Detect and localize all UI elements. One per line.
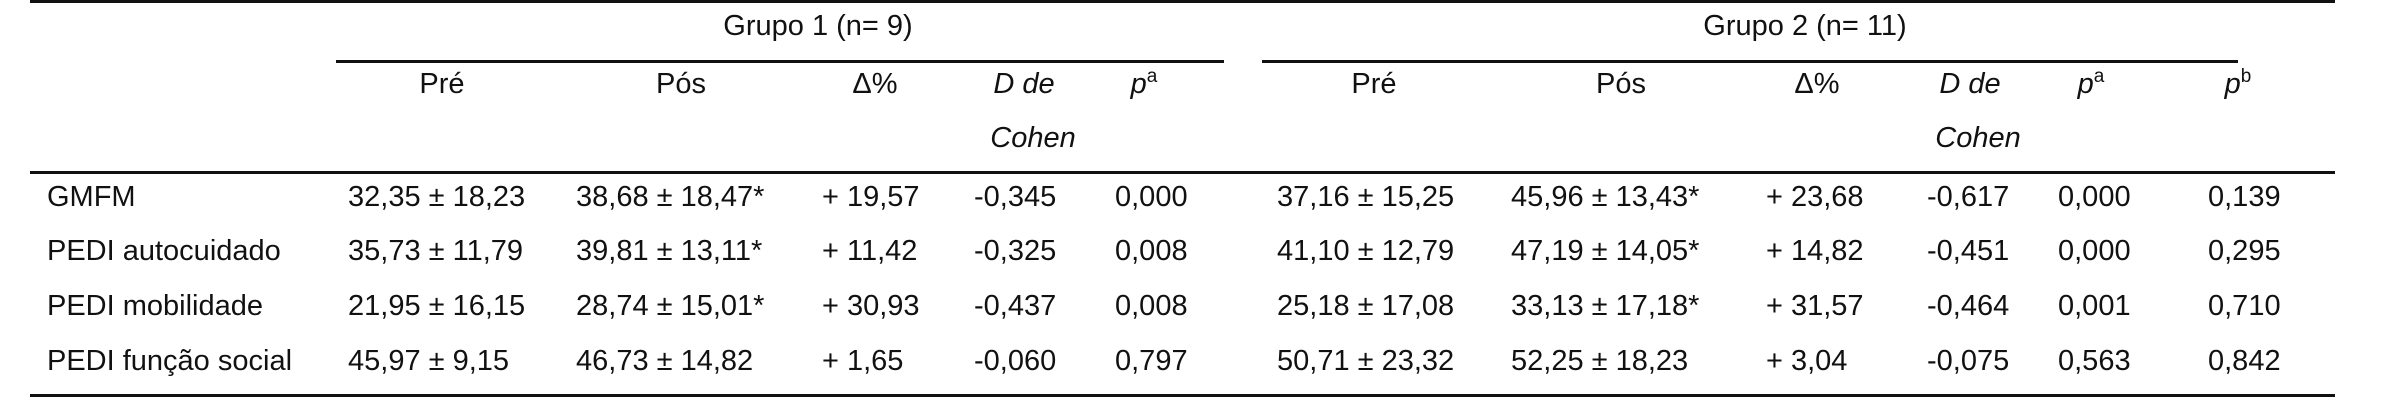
- table-bottom-rule: [30, 394, 2335, 397]
- table-cell: 0,842: [2208, 345, 2281, 377]
- table-cell: -0,437: [974, 290, 1057, 322]
- table-cell: 45,97 ± 9,15: [348, 345, 510, 377]
- g1-header-delta: Δ%: [852, 68, 898, 100]
- table-cell: 35,73 ± 11,79: [348, 235, 524, 267]
- table-cell: -0,325: [974, 235, 1057, 267]
- table-cell: 32,35 ± 18,23: [348, 181, 526, 213]
- table-cell: 25,18 ± 17,08: [1277, 290, 1455, 322]
- g2-header-d-line2: Cohen: [1935, 122, 2021, 154]
- g1-header-d-line2: Cohen: [990, 122, 1076, 154]
- table-cell: 38,68 ± 18,47*: [576, 181, 765, 213]
- table-cell: + 3,04: [1766, 345, 1848, 377]
- table-cell: 37,16 ± 15,25: [1277, 181, 1455, 213]
- table-cell: 0,000: [1115, 181, 1188, 213]
- table-cell: 45,96 ± 13,43*: [1511, 181, 1700, 213]
- table-cell: -0,060: [974, 345, 1057, 377]
- row-label: PEDI autocuidado: [47, 235, 281, 267]
- table-cell: + 1,65: [822, 345, 904, 377]
- table-cell: + 30,93: [822, 290, 920, 322]
- g1-header-d-line1: D de: [993, 68, 1055, 100]
- table-cell: -0,617: [1927, 181, 2010, 213]
- table-cell: 47,19 ± 14,05*: [1511, 235, 1700, 267]
- group2-underline: [1262, 60, 2238, 63]
- table-cell: 0,295: [2208, 235, 2281, 267]
- row-label: PEDI mobilidade: [47, 290, 263, 322]
- row-label: GMFM: [47, 181, 136, 213]
- header-p-b: $p^b$: [2224, 66, 2252, 100]
- table-cell: 46,73 ± 14,82: [576, 345, 754, 377]
- table-top-rule: [30, 0, 2335, 3]
- table-cell: 28,74 ± 15,01*: [576, 290, 765, 322]
- group1-underline: [336, 60, 1224, 63]
- table-cell: + 14,82: [1766, 235, 1864, 267]
- g2-header-delta: Δ%: [1794, 68, 1840, 100]
- table-cell: 52,25 ± 18,23: [1511, 345, 1689, 377]
- table-cell: 0,797: [1115, 345, 1188, 377]
- table-cell: 0,001: [2058, 290, 2131, 322]
- table-cell: 0,000: [2058, 181, 2131, 213]
- table-cell: 33,13 ± 17,18*: [1511, 290, 1700, 322]
- g2-header-d-line1: D de: [1939, 68, 2001, 100]
- group2-title: Grupo 2 (n= 11): [1703, 10, 1907, 42]
- g2-header-pos: Pós: [1596, 68, 1646, 100]
- group1-title: Grupo 1 (n= 9): [723, 10, 913, 42]
- table-cell: 41,10 ± 12,79: [1277, 235, 1455, 267]
- header-bottom-rule: [30, 171, 2335, 174]
- table-cell: + 11,42: [822, 235, 918, 267]
- g2-header-pre: Pré: [1351, 68, 1397, 100]
- table-cell: -0,464: [1927, 290, 2010, 322]
- table-cell: 21,95 ± 16,15: [348, 290, 526, 322]
- table-cell: 0,563: [2058, 345, 2131, 377]
- row-label: PEDI função social: [47, 345, 293, 377]
- table-cell: 0,710: [2208, 290, 2281, 322]
- table-cell: 0,139: [2208, 181, 2281, 213]
- table-cell: -0,075: [1927, 345, 2010, 377]
- table-cell: + 31,57: [1766, 290, 1864, 322]
- table-cell: 50,71 ± 23,32: [1277, 345, 1455, 377]
- g2-header-p: $p^a$: [2077, 66, 2105, 100]
- table-cell: 0,008: [1115, 290, 1188, 322]
- table-cell: + 19,57: [822, 181, 920, 213]
- g1-header-pos: Pós: [656, 68, 706, 100]
- table-cell: -0,345: [974, 181, 1057, 213]
- g1-header-pre: Pré: [419, 68, 465, 100]
- table-cell: -0,451: [1927, 235, 2010, 267]
- table-cell: + 23,68: [1766, 181, 1864, 213]
- table-cell: 39,81 ± 13,11*: [576, 235, 763, 267]
- table-cell: 0,008: [1115, 235, 1188, 267]
- table-cell: 0,000: [2058, 235, 2131, 267]
- g1-header-p: $p^a$: [1130, 66, 1158, 100]
